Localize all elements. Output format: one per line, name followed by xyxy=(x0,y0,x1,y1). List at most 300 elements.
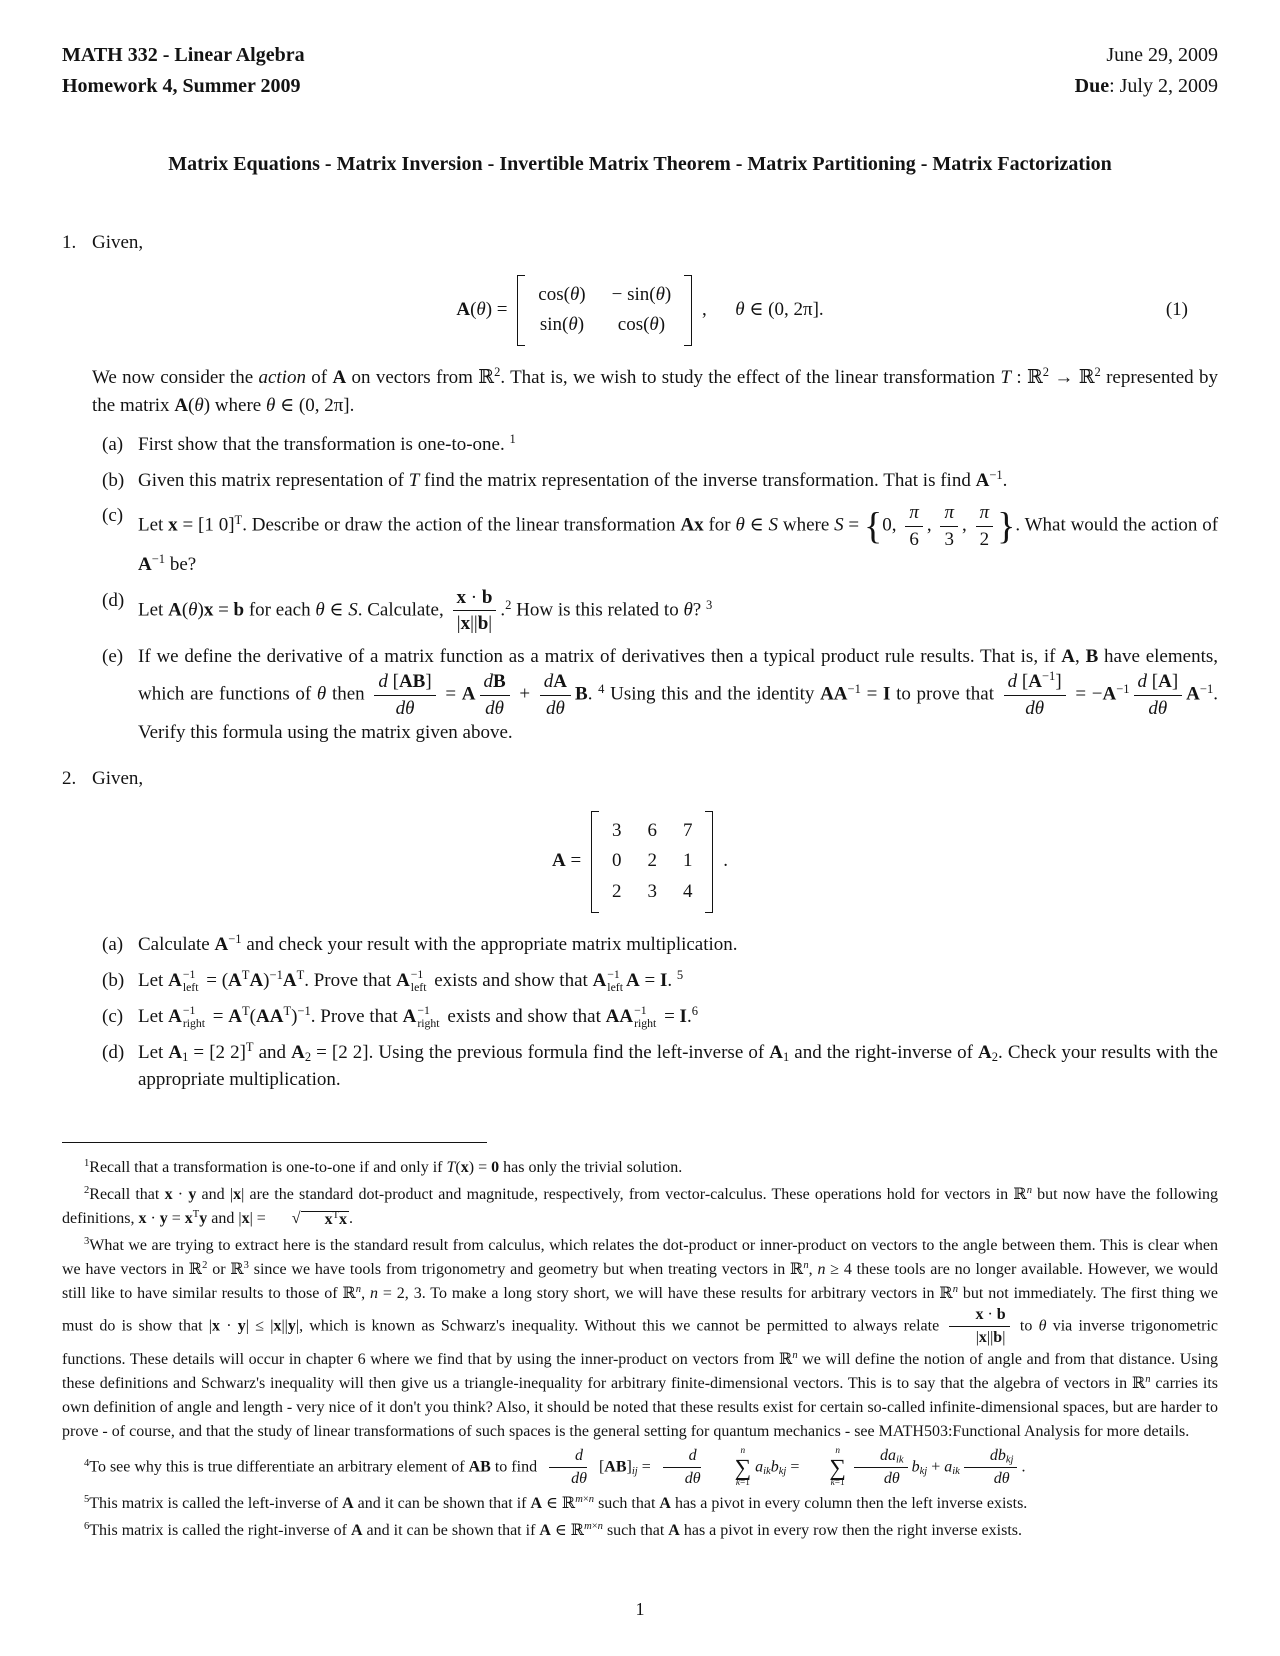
item xyxy=(92,931,1218,959)
bold: x xyxy=(975,1305,984,1323)
bold: A xyxy=(668,1521,680,1539)
num xyxy=(905,502,923,527)
sup: −1 xyxy=(269,967,283,982)
bold: B xyxy=(1085,646,1099,668)
bold: b xyxy=(481,586,493,608)
frac xyxy=(453,587,497,636)
italic: n xyxy=(817,1260,826,1278)
item-text: Let A(θ)x = b for each θ ∈ S. Calculate, $\frac{x \cdot b}{|x||b|}$ .$^2$ How is this related to θ? $^3$ xyxy=(138,586,713,635)
sup: −1 xyxy=(1116,681,1130,696)
sup: −1 xyxy=(1199,681,1214,696)
supsub xyxy=(411,968,427,995)
italic: θ xyxy=(194,394,204,416)
italic: d xyxy=(483,670,493,692)
bold: y xyxy=(237,1317,246,1335)
mcell: − sin(θ) xyxy=(611,283,672,305)
bold: AA xyxy=(605,1005,634,1027)
matrix xyxy=(591,811,714,913)
mcell: sin(θ) xyxy=(539,314,585,336)
bold: x xyxy=(164,1185,173,1203)
bold: x xyxy=(273,1317,282,1335)
equation-1-body: A(θ) = cos(θ) − sin(θ) sin(θ) cos(θ) , θ ∈ (0, 2π]. xyxy=(456,299,823,320)
bold: A xyxy=(769,1041,783,1063)
sub xyxy=(763,1466,771,1477)
italic: n xyxy=(792,1349,798,1361)
bold: A xyxy=(168,1005,182,1027)
bold: x xyxy=(460,613,471,635)
ss-top: −1 xyxy=(410,967,424,981)
bold: y xyxy=(159,1209,168,1227)
sub xyxy=(952,1466,960,1477)
sigma: ∑ xyxy=(734,1454,752,1481)
num xyxy=(964,1447,1018,1468)
homework-title: Homework 4, Summer 2009 xyxy=(62,75,301,97)
item-label: (c) xyxy=(102,1005,124,1027)
header-left xyxy=(62,40,305,102)
mcell: 2 xyxy=(611,881,622,903)
italic: θ xyxy=(1038,1317,1047,1335)
italic: θ xyxy=(568,314,578,336)
due-label: Due xyxy=(1074,75,1110,97)
equation-1-number: (1) xyxy=(1165,299,1188,321)
italic: n xyxy=(835,1446,840,1457)
sup: 5 xyxy=(84,1493,90,1505)
bold: A xyxy=(138,554,152,576)
problem-2-content xyxy=(92,765,1218,1102)
item-label: (b) xyxy=(102,469,125,491)
bold: A xyxy=(402,1005,417,1027)
mcell: 3 xyxy=(611,819,622,841)
sub xyxy=(1006,1454,1014,1465)
equation-2 xyxy=(92,811,1188,913)
sub: 1 xyxy=(782,1050,790,1065)
frac xyxy=(976,502,994,551)
italic: n xyxy=(588,1493,595,1505)
radicand xyxy=(301,1211,349,1229)
problem-2-intro: Given, xyxy=(92,768,144,790)
item-text: Let $A_1 = [2$ 2]$^T$ and $A_2 = [2$ 2]. Using the previous formula find the left-inverse of $A_1$ and the right-inverse of $A_2$. Check your results with the appropriate multiplication. xyxy=(138,1040,1218,1091)
sup xyxy=(792,1350,797,1361)
italic: θ xyxy=(735,515,745,537)
italic: n xyxy=(355,1284,362,1296)
sup: 3 xyxy=(705,597,713,612)
item xyxy=(92,431,1218,459)
bold: x xyxy=(324,1210,333,1228)
page-footer xyxy=(62,1568,1218,1622)
italic: n xyxy=(803,1260,809,1272)
den xyxy=(392,696,419,720)
italic: kj xyxy=(1005,1454,1014,1466)
bold: I xyxy=(659,969,668,991)
num xyxy=(854,1447,908,1468)
frac xyxy=(545,1447,591,1489)
italic: dθ xyxy=(684,1470,701,1488)
item-text: Let A −1 right = $A^T(AA^T)^{-1}$. Prove that A −1 right exists and show that AA −1 right = I.$^6$ xyxy=(138,1003,698,1031)
problem-1-paragraph: We now consider the action of A on vectors from ℝ$^2$. That is, we wish to study the effect of the linear transformation T : ℝ$^2$ → ℝ$^2$ represented by the matrix A(θ) where θ ∈ (0, 2π]. xyxy=(92,365,1218,416)
den: 2 xyxy=(979,529,990,551)
sup: −1 xyxy=(297,1003,311,1018)
item-text: First show that the transformation is one-to-one. $^1$ xyxy=(138,432,516,456)
italic: ik xyxy=(763,1465,771,1477)
num xyxy=(549,1447,587,1468)
italic: kj xyxy=(778,1465,787,1477)
bold: x xyxy=(203,599,214,621)
sup: 1 xyxy=(509,432,516,447)
ss-top: −1 xyxy=(634,1003,647,1017)
italic: θ xyxy=(655,283,665,305)
footnote: $^6$This matrix is called the right-inverse of A and it can be shown that if A ∈ ℝ$^{m\times n}$ such that A has a pivot in every row then the right inverse exists. xyxy=(84,1520,1022,1539)
num: d $[A^{-1}]$ xyxy=(1004,671,1066,696)
bold: A xyxy=(552,850,566,872)
bold: A xyxy=(659,1494,671,1512)
bold: A xyxy=(282,969,297,991)
bold: AB xyxy=(604,1458,627,1476)
num xyxy=(663,1447,701,1468)
item-label: (a) xyxy=(102,933,124,955)
bold: A xyxy=(228,969,242,991)
bold: A xyxy=(168,599,182,621)
italic: d xyxy=(1137,670,1148,692)
bold: AA xyxy=(255,1005,284,1027)
mbracket xyxy=(591,811,599,913)
footnote: $^2$Recall that x · y and |x| are the standard dot-product and magnitude, respectively, from vector-calculus. These operations hold for vectors in ℝ$^n$ but now have the following definitions, $x \cdot y = x^Ty$ and |x| = √ $x^Tx$ . xyxy=(62,1185,1219,1228)
frac xyxy=(940,502,958,551)
bold: A xyxy=(456,298,471,320)
italic: π xyxy=(944,502,954,524)
sum xyxy=(713,1447,752,1488)
sup: T xyxy=(242,1003,250,1018)
bold: b xyxy=(477,613,489,635)
sup: 5 xyxy=(676,967,684,982)
document-title: Matrix Equations - Matrix Inversion - Invertible Matrix Theorem - Matrix Partitioning - Matrix Factorization xyxy=(168,153,1112,175)
italic: b xyxy=(770,1458,779,1476)
sup: 6 xyxy=(84,1520,90,1532)
num xyxy=(540,671,571,696)
ss-top: −1 xyxy=(182,1003,196,1017)
bold: AA xyxy=(820,683,848,705)
supsub xyxy=(183,1004,205,1031)
item xyxy=(92,967,1218,995)
bold: x xyxy=(456,586,466,608)
bold: A xyxy=(1061,646,1076,668)
italic: θ xyxy=(683,599,693,621)
italic: π xyxy=(979,502,990,524)
sup: −1 xyxy=(989,467,1003,482)
italic: dθ xyxy=(571,1470,587,1488)
page-number: 1 xyxy=(635,1598,645,1619)
num xyxy=(940,502,958,527)
sub xyxy=(632,1466,638,1477)
sup: 3 xyxy=(84,1236,90,1248)
sup: m×n xyxy=(575,1493,595,1505)
mcell: 6 xyxy=(647,819,657,841)
sup: T xyxy=(241,967,250,982)
ss-top: −1 xyxy=(182,967,196,981)
italic: ik xyxy=(895,1454,904,1466)
item xyxy=(92,502,1218,578)
mgrid xyxy=(599,811,706,913)
sup: 2 xyxy=(1042,365,1050,380)
sum-bot: k=1 xyxy=(735,1477,750,1488)
italic: S xyxy=(768,515,779,537)
mbracket xyxy=(517,275,525,347)
num xyxy=(976,502,994,527)
italic: n xyxy=(369,1284,378,1302)
problem-1 xyxy=(62,229,1218,755)
italic: m xyxy=(584,1520,592,1532)
date: June 29, 2009 xyxy=(1106,44,1218,66)
item-label: (c) xyxy=(102,505,124,527)
bold: y xyxy=(188,1185,197,1203)
document-header xyxy=(62,40,1218,102)
problem-2-number: 2. xyxy=(62,768,77,790)
bold: x xyxy=(339,1210,348,1228)
den xyxy=(968,1468,1014,1488)
bold: A xyxy=(1186,683,1200,705)
num: d [A] xyxy=(1134,671,1183,696)
bold: Ax xyxy=(680,515,704,537)
bold: y xyxy=(199,1209,208,1227)
italic: d xyxy=(1007,670,1018,692)
radical: √ xyxy=(291,1209,301,1227)
bold: A xyxy=(1158,670,1172,692)
den xyxy=(1021,696,1048,720)
italic: kj xyxy=(919,1465,928,1477)
supsub xyxy=(634,1004,656,1031)
italic: θ xyxy=(265,394,276,416)
italic: n xyxy=(1026,1185,1032,1197)
bold: A xyxy=(214,933,229,955)
frac xyxy=(1134,671,1183,720)
sigma: ∑ xyxy=(829,1454,846,1481)
footnote: $^4$To see why this is true differentiate an arbitrary element of AB to find $\frac{d}{d\theta}$ $[AB]_{ij}$ = $\frac{d}{d\theta}$ n ∑ k=1 $a_{ik}b_{kj}$ = n ∑ k=1 $\frac{da_{ik}}{d\theta}$ $b_{kj} + a_{ik}$ $\frac{db_{kj}}{d\theta}$ . xyxy=(84,1446,1026,1488)
ss-top: −1 xyxy=(417,1003,430,1017)
bold: A xyxy=(168,969,182,991)
frac xyxy=(659,1447,705,1489)
footnote-rule xyxy=(62,1142,487,1143)
frac xyxy=(1004,668,1066,720)
item-text: Let x = [1 0]$^T$. Describe or draw the action of the linear transformation Ax for θ ∈ S where S = {0, $\frac{\pi}{6}$ , $\frac{\pi}{3}$ , $\frac{\pi}{2}$ }. What would the action of $A^{-1}$ be? xyxy=(138,502,1219,576)
bold: 0 xyxy=(491,1158,500,1176)
mbracket xyxy=(684,275,692,347)
sup xyxy=(803,1260,808,1271)
problem-1-intro: Given, xyxy=(92,232,144,253)
den xyxy=(481,696,508,720)
italic: dθ xyxy=(1148,697,1168,719)
bold: A xyxy=(592,969,607,991)
item-label: (d) xyxy=(102,1041,125,1063)
sub: 2 xyxy=(991,1050,999,1065)
bold: I xyxy=(882,683,891,705)
italic: θ xyxy=(735,298,745,320)
bold: A xyxy=(174,394,189,416)
ss-bot: right xyxy=(182,1017,206,1031)
item-label: (a) xyxy=(102,434,124,456)
sup: 2 xyxy=(1094,365,1101,380)
frac xyxy=(374,671,435,720)
bold: A xyxy=(625,969,640,991)
bold: x xyxy=(138,1209,147,1227)
italic: a xyxy=(755,1458,764,1476)
den xyxy=(545,1468,591,1488)
sup: T xyxy=(296,967,305,982)
item xyxy=(92,467,1218,495)
bold: A xyxy=(350,1521,363,1539)
mbracket xyxy=(705,811,713,913)
bigbrace: } xyxy=(997,505,1016,548)
sup: T xyxy=(234,513,243,528)
sup: −1 xyxy=(1041,668,1056,683)
bold: A xyxy=(342,1494,354,1512)
equation-2-body: A = 3 6 7 0 2 1 2 3 4 . xyxy=(552,850,728,871)
bold: AB xyxy=(468,1458,491,1476)
sum-bot: k=1 xyxy=(830,1477,845,1488)
problem-1-items xyxy=(92,431,1218,747)
course-title: MATH 332 - Linear Algebra xyxy=(62,44,305,66)
item xyxy=(92,1039,1218,1094)
sup xyxy=(1145,1374,1150,1385)
italic: d xyxy=(575,1446,583,1464)
bold: y xyxy=(287,1317,296,1335)
italic: θ xyxy=(188,599,198,621)
item-label: (b) xyxy=(102,969,125,991)
frac xyxy=(905,502,923,551)
italic: dθ xyxy=(1025,697,1045,719)
num xyxy=(480,671,510,696)
sub: 1 xyxy=(182,1050,189,1065)
italic: action xyxy=(258,367,306,389)
footnote: $^3$What we are trying to extract here is the standard result from calculus, which relates the dot-product or inner-product on vectors to the angle between them. This is clear when we have vectors in ℝ$^2$ or ℝ$^3$ since we have tools from trigonometry and geometry but when treating vectors in ℝ$^n$, n ≥ 4 these tools are no longer available. However, we would still like to have similar results to those of ℝ$^n$, n = 2, 3. To make a long story short, we will have these results for arbitrary vectors in ℝ$^n$ but not immediately. The first thing we must do is show that |x · y| ≤ |x||y|, which is known as Schwarz's inequality. Without this we cannot be permitted to always relate $\frac{x \cdot b}{|x||b|}$ to θ via inverse trigonometric functions. These details will occur in chapter 6 where we find that by using the inner-product on vectors from ℝ$^n$ we will define the notion of angle and from that distance. Using these definitions and Schwarz's inequality will then give us a triangle-inequality for arbitrary finite-dimensional vectors. This is to say that the algebra of vectors in ℝ$^n$ carries its own definition of angle and length - very nice of it don't you think? Also, it should be noted that these results exist for certain so-called infinite-dimensional spaces, but are harder to prove - of course, and that the study of linear transformations of such spaces is the general setting for quantum mechanics - see MATH503:Functional Analysis for more details. xyxy=(62,1236,1219,1440)
frac xyxy=(964,1447,1018,1489)
italic: k xyxy=(830,1477,835,1488)
sup: 1 xyxy=(84,1158,90,1170)
item-text: Given this matrix representation of T find the matrix representation of the inverse transformation. That is find $A^{-1}$. xyxy=(138,467,1008,491)
item-text: Calculate $A^{-1}$ and check your result with the appropriate matrix multiplication. xyxy=(138,932,738,955)
italic: n xyxy=(740,1446,746,1457)
bold: I xyxy=(679,1005,687,1027)
italic: d xyxy=(378,670,388,692)
bold: A xyxy=(168,1041,183,1063)
bold: b xyxy=(993,1329,1003,1347)
problem-2 xyxy=(62,765,1218,1102)
mcell: 7 xyxy=(682,819,693,841)
item-label: (d) xyxy=(102,589,125,611)
ss-bot: right xyxy=(417,1017,440,1031)
footnote: $^1$Recall that a transformation is one-to-one if and only if T(x) = 0 has only the trivial solution. xyxy=(84,1158,683,1176)
footnote: $^5$This matrix is called the left-inverse of A and it can be shown that if A ∈ ℝ$^{m\times n}$ such that A has a pivot in every column then the left inverse exists. xyxy=(84,1493,1028,1512)
italic: d xyxy=(543,670,554,692)
italic: θ xyxy=(315,599,325,621)
italic: θ xyxy=(316,683,327,705)
italic: d xyxy=(688,1446,697,1464)
bold: B xyxy=(493,670,506,692)
bold: B xyxy=(575,683,588,705)
bold: AB xyxy=(398,670,426,692)
den: 3 xyxy=(944,529,954,551)
italic: dθ xyxy=(485,697,505,719)
italic: θ xyxy=(649,314,659,336)
item-label: (e) xyxy=(102,646,124,668)
bold: b xyxy=(996,1305,1006,1323)
sup xyxy=(953,1284,958,1295)
italic: S xyxy=(348,599,358,621)
sup: 3 xyxy=(243,1260,249,1272)
supsub xyxy=(607,968,623,995)
italic: S xyxy=(834,515,844,537)
italic: T xyxy=(446,1158,456,1176)
frac xyxy=(854,1447,908,1489)
italic: ij xyxy=(631,1465,638,1477)
bold: x xyxy=(233,1185,242,1203)
bold: x xyxy=(460,1158,469,1176)
mgrid xyxy=(525,275,684,347)
due-date xyxy=(1075,71,1218,102)
supsub xyxy=(417,1004,439,1031)
bold: A xyxy=(1102,683,1117,705)
mcell: 1 xyxy=(682,850,693,872)
frac xyxy=(480,671,510,720)
sup: T xyxy=(192,1209,200,1221)
bold: x xyxy=(184,1209,193,1227)
item-text: Let A −1 left = $(A^TA)^{-1}A^T$. Prove that A −1 left exists and show that A −1 left A = I. $^5$ xyxy=(138,967,684,995)
bold: A xyxy=(553,670,568,692)
bold: A xyxy=(291,1041,305,1063)
bold: A xyxy=(461,683,476,705)
sup: T xyxy=(332,1210,340,1222)
italic: n xyxy=(1145,1373,1151,1385)
italic: ik xyxy=(952,1465,960,1477)
bold: A xyxy=(978,1041,992,1063)
italic: T xyxy=(1000,367,1012,389)
bold: A xyxy=(539,1521,551,1539)
den: |x||b| xyxy=(975,1329,1006,1347)
bold: x xyxy=(241,1209,250,1227)
sub: 2 xyxy=(304,1050,312,1065)
sup: 4 xyxy=(84,1457,90,1469)
problem-2-items xyxy=(92,931,1218,1094)
bold: x xyxy=(211,1317,220,1335)
italic: n xyxy=(952,1284,958,1296)
sup: 2 xyxy=(84,1185,90,1197)
sup: −1 xyxy=(847,681,861,696)
sup xyxy=(356,1284,361,1295)
sum xyxy=(807,1447,846,1488)
sub xyxy=(896,1454,904,1465)
bold: A xyxy=(228,1005,242,1027)
den: |x||b| xyxy=(456,613,493,635)
item xyxy=(92,587,1218,636)
mcell: 4 xyxy=(682,881,693,903)
bold: A xyxy=(530,1494,543,1512)
sup: 2 xyxy=(505,597,512,612)
den xyxy=(659,1468,705,1488)
sup: −1 xyxy=(151,552,166,567)
ss-bot: left xyxy=(607,981,623,995)
italic: a xyxy=(944,1458,953,1476)
sup: 2 xyxy=(202,1260,208,1272)
italic: dθ xyxy=(993,1470,1010,1488)
den: 6 xyxy=(909,529,919,551)
header-right xyxy=(1075,40,1218,102)
italic: dθ xyxy=(883,1470,900,1488)
footnotes xyxy=(62,1153,1218,1546)
bold: A xyxy=(396,969,410,991)
bigbrace: { xyxy=(863,505,883,548)
ss-top: −1 xyxy=(607,967,620,981)
frac xyxy=(949,1306,1009,1348)
bold: b xyxy=(233,599,245,621)
ss-bot: left xyxy=(410,981,427,995)
